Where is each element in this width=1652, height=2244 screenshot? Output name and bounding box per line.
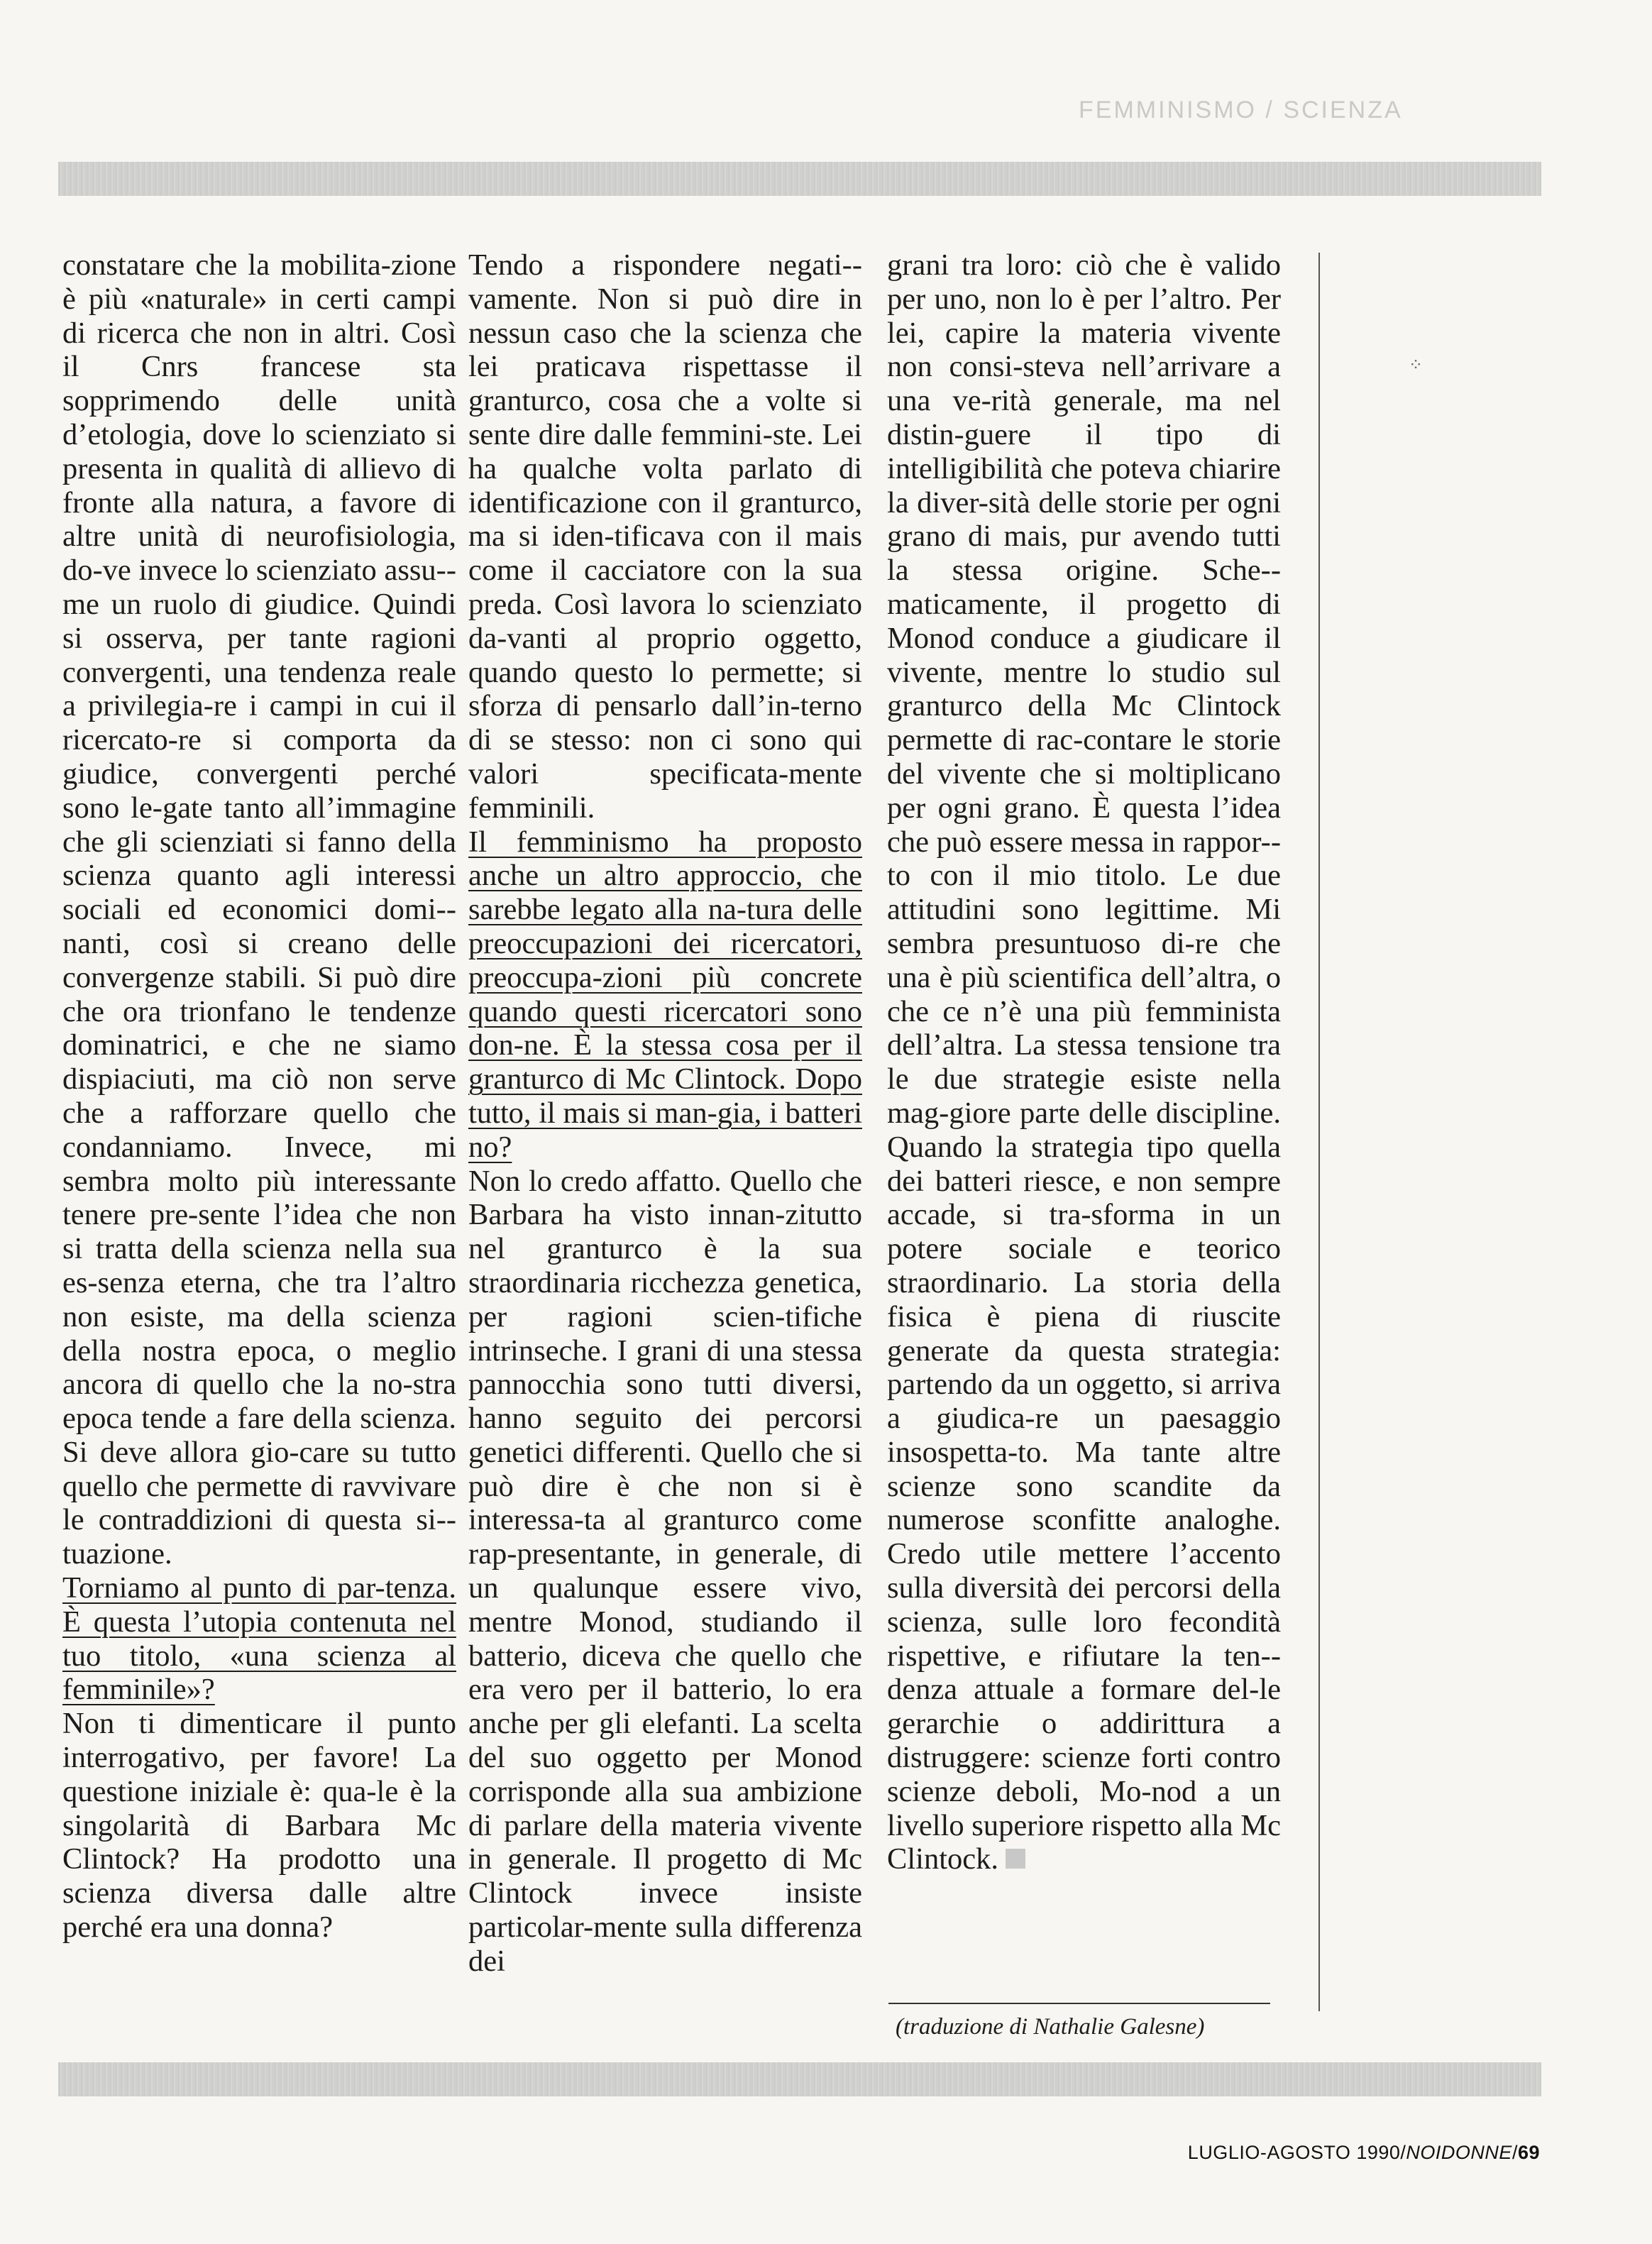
credit-separator-line <box>888 2003 1270 2004</box>
interview-question: Torniamo al punto di par-tenza. È questa l’utopia contenuta nel tuo titolo, «una scienza al femminile»? <box>62 1571 456 1707</box>
text-column-2 <box>468 248 862 2051</box>
scan-speck-mark: ⁘ <box>1409 355 1424 375</box>
top-decorative-band <box>58 162 1541 196</box>
bottom-decorative-band <box>58 2062 1541 2096</box>
text-column-3 <box>887 248 1281 2051</box>
interview-answer: Non ti dimenticare il punto interrogativo, per favore! La questione iniziale è: qua-le è la singolarità di Barbara Mc Clintock? Ha prodotto una scienza diversa dalle altre perché era una donna? <box>62 1707 456 1945</box>
interview-answer: grani tra loro: ciò che è valido per uno, non lo è per l’altro. Per lei, capire la materia vivente non consi-steva nell’arrivare a una ve-rità generale, ma nel distin-guere il tipo di intelligibilità che poteva chiarire la diver-sità delle storie per ogni grano di mais, pur avendo tutti la stessa origine. Sche-maticamente, il progetto di Monod conduce a giudicare il vivente, mentre lo studio sul granturco della Mc Clintock permette di rac-contare le storie del vivente che si moltiplicano per ogni grano. È questa l’idea che può essere messa in rappor-to con il mio titolo. Le due attitudini sono legittime. Mi sembra presuntuoso di-re che una è più scientifica dell’altra, o che ce n’è una più femminista dell’altra. La stessa tensione tra le due strategie esiste nella mag-giore parte delle discipline. Quando la strategia tipo quella dei batteri riesce, e non sempre accade, si tra-sforma in un potere sociale e teorico straordinario. La storia della fisica è piena di riuscite generate da questa strategia: partendo da un oggetto, si arriva a giudica-re un paesaggio insospetta-to. Ma tante altre scienze sono scandite da numerose sconfitte analoghe. Credo utile mettere l’accento sulla diversità dei percorsi della scienza, sulle loro fecondità rispettive, e rifiutare la ten-denza attuale a formare del-le gerarchie o addirittura a distruggere: scienze forti contro scienze deboli, Mo-nod a un livello superiore rispetto alla Mc Clintock. <box>887 248 1281 1876</box>
interview-answer: constatare che la mobilita-zione è più «naturale» in certi campi di ricerca che non in altri. Così il Cnrs francese sta sopprimendo delle unità d’etologia, dove lo scienziato si presenta in qualità di allievo di fronte alla natura, a favore di altre unità di neurofisiologia, do-ve invece lo scienziato assu-me un ruolo di giudice. Quindi si osserva, per tante ragioni convergenti, una tendenza reale a privilegia-re i campi in cui il ricercato-re si comporta da giudice, convergenti perché sono le-gate tanto all’immagine che gli scienziati si fanno della scienza quanto agli interessi sociali ed economici domi-nanti, così si creano delle convergenze stabili. Si può dire che ora trionfano le tendenze dominatrici, e che ne siamo dispiaciuti, ma ciò non serve che a rafforzare quello che condanniamo. Invece, mi sembra molto più interessante tenere pre-sente l’idea che non si tratta della scienza nella sua es-senza eterna, che tra l’altro non esiste, ma della scienza della nostra epoca, o meglio ancora di quello che la no-stra epoca tende a fare della scienza. Si deve allora gio-care su tutto quello che permette di ravvivare le contraddizioni di questa si-tuazione. <box>62 248 456 1571</box>
end-of-article-mark <box>1006 1849 1025 1869</box>
running-header: FEMMINISMO / SCIENZA <box>1079 97 1403 123</box>
text-column-1 <box>62 248 456 2051</box>
footer-publication: NOIDONNE <box>1406 2142 1512 2163</box>
interview-answer: Tendo a rispondere negati-vamente. Non si può dire in nessun caso che la scienza che lei praticava rispettasse il granturco, cosa che a volte si sente dire dalle femmini-ste. Lei ha qualche volta parlato di identificazione con il granturco, ma si iden-tificava con il mais come il cacciatore con la sua preda. Così lavora lo scienziato da-vanti al proprio oggetto, quando questo lo permette; si sforza di pensarlo dall’in-terno di se stesso: non ci sono qui valori specificata-mente femminili. <box>468 248 862 825</box>
footer-separator: / <box>1511 2142 1518 2163</box>
page-footer <box>1188 2142 1540 2164</box>
footer-issue: LUGLIO-AGOSTO 1990/ <box>1187 2142 1406 2163</box>
interview-question: Il femminismo ha proposto anche un altro approccio, che sarebbe legato alla na-tura delle preoccupazioni dei ricercatori, preoccupa-zioni più concrete quando questi ricercatori sono don-ne. È la stessa cosa per il granturco di Mc Clintock. Dopo tutto, il mais si man-gia, i batteri no? <box>468 825 862 1164</box>
interview-answer: Non lo credo affatto. Quello che Barbara ha visto innan-zitutto nel granturco è la sua straordinaria ricchezza genetica, per ragioni scien-tifiche intrinseche. I grani di una stessa pannocchia sono tutti diversi, hanno seguito dei percorsi genetici differenti. Quello che si può dire è che non si è interessa-ta al granturco come rap-presentante, in generale, di un qualunque essere vivo, mentre Monod, studiando il batterio, diceva che quello che era vero per il batterio, lo era anche per gli elefanti. La scelta del suo oggetto per Monod corrisponde alla sua ambizione di parlare della materia vivente in generale. Il progetto di Mc Clintock invece insiste particolar-mente sulla differenza dei <box>468 1164 862 1978</box>
page-number: 69 <box>1517 2142 1540 2163</box>
translation-credit: (traduzione di Nathalie Galesne) <box>896 2014 1205 2040</box>
column-vertical-rule <box>1318 253 1320 2011</box>
